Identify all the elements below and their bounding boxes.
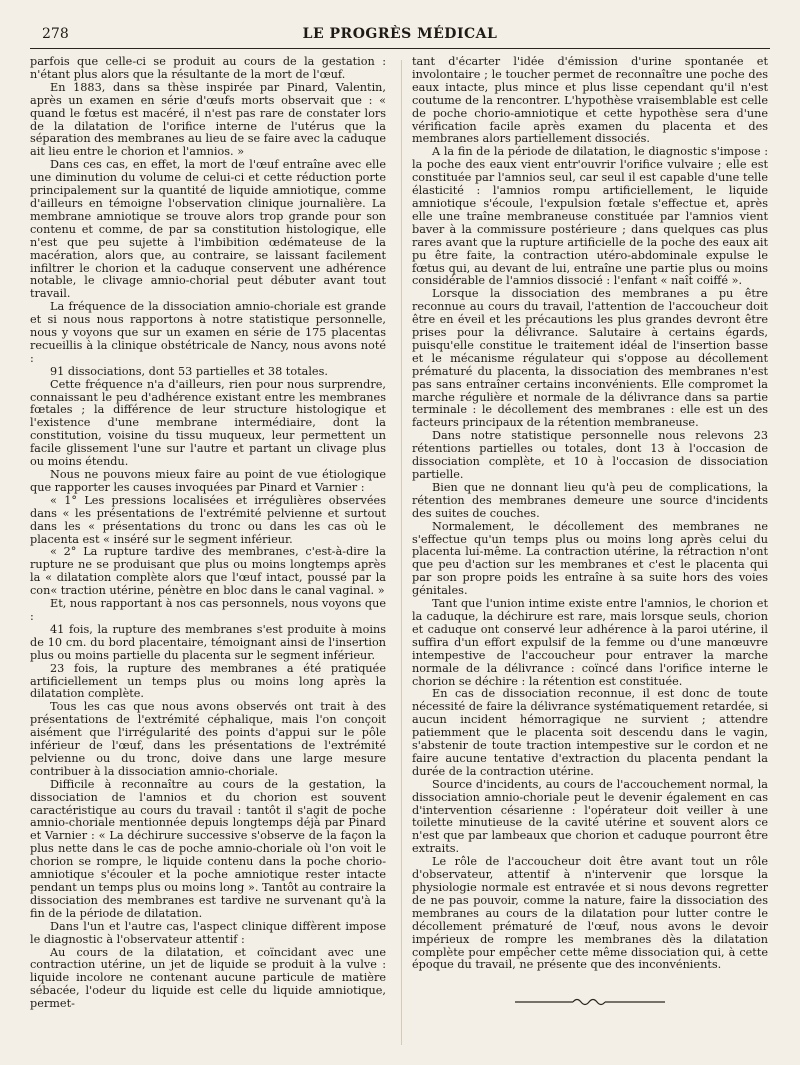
paragraph: Le rôle de l'accoucheur doit être avant tout un rôle d'observateur, attentif à n'intervenir que lorsque la physiologie normale est entravée et si nous devons regretter de ne pas pouvoir, comme la nature, faire la dissociation des membranes au cours de la dilatation pour lutter contre le décollement prématuré de l'œuf, nous avons le devoir impérieux de rompre les membranes dès la dilatation complète pour empêcher cette même dissociation qui, à cette époque du travail, ne présente que des inconvénients. <box>412 855 768 972</box>
quote-paragraph: « 1° Les pressions localisées et irrégulières observées dans « les présentations de l'extrémité pelvienne et surtout dans les « présentations du tronc ou dans les cas où le placenta est « inséré sur le segment inférieur. <box>30 493 386 546</box>
paragraph: Difficile à reconnaître au cours de la gestation, la dissociation de l'amnios et du chorion est souvent caractéristique au cours du travail : tantôt il s'agit de poche amnio-choriale mentionnée depuis longtemps déjà par Pinard et Varnier : « La déchirure successive s'observe de la façon la plus nette dans le cas de poche amnio-choriale où l'on voit le chorion se rompre, le liquide contenu dans la poche chorio-amniotique s'écouler et la poche amniotique rester intacte pendant un temps plus ou moins long ». Tantôt au contraire la dissociation des membranes est tardive ne survenant qu'à la fin de la période de dilatation. <box>30 777 386 920</box>
paragraph: Source d'incidents, au cours de l'accouchement normal, la dissociation amnio-choriale peut le devenir également en cas d'intervention césarienne : l'opérateur doit veiller à une toilette minutieuse de la cavité utérine et souvent alors ce n'est que par lambeaux que chorion et caduque pourront être extraits. <box>412 777 768 856</box>
paragraph: Tous les cas que nous avons observés ont trait à des présentations de l'extrémité céphalique, mais l'on conçoit aisément que l'irrégularité des points d'appui sur le pôle inférieur de l'œuf, dans les présentations de l'extrémité pelvienne ou du tronc, doive dans une large mesure contribuer à la dissociation amnio-choriale. <box>30 700 386 778</box>
paragraph: Nous ne pouvons mieux faire au point de vue étiologique que rapporter les causes invoquées par Pinard et Varnier : <box>30 468 386 494</box>
paragraph: La fréquence de la dissociation amnio-choriale est grande et si nous nous rapportons à notre statistique personnelle, nous y voyons que sur un examen en série de 175 placentas recueillis à la clinique obstétricale de Nancy, nous avons noté : <box>30 300 386 365</box>
paragraph: Lorsque la dissociation des membranes a pu être reconnue au cours du travail, l'attention de l'accoucheur doit être en éveil et les précautions les plus grandes devront être prises pour la délivrance. Salutaire à certains égards, puisqu'elle constitue le traitement idéal de l'insertion basse et le mécanisme régulateur qui s'oppose au décollement prématuré du placenta, la dissociation des membranes n'est pas sans entraîner certains inconvénients. Elle compromet la marche régulière et normale de la délivrance dans sa partie terminale : le décollement des membranes : elle est un des facteurs principaux de la rétention membraneuse. <box>412 287 768 430</box>
paragraph: 91 dissociations, dont 53 partielles et 38 totales. <box>50 364 328 378</box>
paragraph: Dans notre statistique personnelle nous relevons 23 rétentions partielles ou totales, dont 13 à l'occasion de dissociation complète, et 10 à l'occasion de dissociation partielle. <box>412 429 768 481</box>
paragraph: Et, nous rapportant à nos cas personnels, nous voyons que : <box>30 597 386 623</box>
header-rule <box>30 48 770 49</box>
paragraph: 41 fois, la rupture des membranes s'est produite à moins de 10 cm. du bord placentaire, témoignant ainsi de l'insertion plus ou moins partielle du placenta sur le segment inférieur. <box>30 622 386 662</box>
paragraph: parfois que celle-ci se produit au cours de la gestation : n'étant plus alors que la résultante de la mort de l'œuf. <box>30 56 386 81</box>
paragraph: En cas de dissociation reconnue, il est donc de toute nécessité de faire la délivrance systématiquement retardée, si aucun incident hémorragique ne survient ; attendre patiemment que le placenta soit descendu dans le vagin, s'abstenir de toute traction intempestive sur le cordon et ne faire aucune tentative d'extraction du placenta pendant la durée de la contraction utérine. <box>412 687 768 778</box>
paragraph: A la fin de la période de dilatation, le diagnostic s'impose : la poche des eaux vient entr'ouvrir l'orifice vulvaire ; elle est constituée par l'amnios seul, car seul il est capable d'une telle élasticité : l'amnios rompu artificiellement, le liquide amniotique s'écoule, l'expulsion fœtale s'effectue et, après elle une traîne membraneuse constituée par l'amnios vient baver à la commissure postérieure ; dans quelques cas plus rares avant que la rupture artificielle de la poche des eaux ait pu être faite, la contraction utéro-abdominale expulse le fœtus qui, au devant de lui, entraîne une partie plus ou moins considérable de l'amnios dissocié : l'enfant « naît coiffé ». <box>412 145 768 288</box>
paragraph: Bien que ne donnant lieu qu'à peu de complications, la rétention des membranes demeure une source d'incidents des suites de couches. <box>412 480 768 520</box>
journal-title: LE PROGRÈS MÉDICAL <box>302 26 498 42</box>
page-number: 278 <box>42 26 69 42</box>
paragraph: Normalement, le décollement des membranes ne s'effectue qu'un temps plus ou moins long après celui du placenta lui-même. La contraction utérine, la rétraction n'ont que peu d'action sur les membranes et c'est le placenta qui par son propre poids les entraîne à sa suite hors des voies génitales. <box>412 519 768 598</box>
paragraph: Dans ces cas, en effet, la mort de l'œuf entraîne avec elle une diminution du volume de celui-ci et cette réduction porte principalement sur la quantité de liquide amniotique, comme d'ailleurs en témoigne l'observation clinique journalière. La membrane amniotique se trouve alors trop grande pour son contenu et comme, de par sa constitution histologique, elle n'est que peu sujette à l'imbibition œdémateuse de la macération, alors que, au contraire, se laissant facilement infiltrer le chorion et la caduque conservent une adhérence notable, le clivage amnio-chorial peut débuter avant tout travail. <box>30 158 386 301</box>
paragraph: En 1883, dans sa thèse inspirée par Pinard, Valentin, après un examen en série d'œufs morts observait que : « quand le fœtus est macéré, il n'est pas rare de constater lors de la dilatation de l'orifice interne de l'utérus que la séparation des membranes au lieu de se faire avec la caduque ait lieu entre le chorion et l'amnios. » <box>30 80 386 159</box>
flourish-divider-icon <box>515 994 665 1010</box>
paragraph: Cette fréquence n'a d'ailleurs, rien pour nous surprendre, connaissant le peu d'adhérence existant entre les membranes fœtales ; la différence de leur structure histologique et l'existence d'une membrane intermédiaire, dont la constitution, voisine du tissu muqueux, leur permettent un facile glissement l'une sur l'autre et partant un clivage plus ou moins étendu. <box>30 377 386 469</box>
column-divider <box>401 60 402 1045</box>
left-column <box>30 56 386 1056</box>
paragraph: 23 fois, la rupture des membranes a été pratiquée artificiellement un temps plus ou moins long après la dilatation complète. <box>30 661 386 701</box>
paragraph: Dans l'un et l'autre cas, l'aspect clinique diffèrent impose le diagnostic à l'observateur attentif : <box>30 919 386 946</box>
right-column <box>412 56 768 1056</box>
paragraph: Tant que l'union intime existe entre l'amnios, le chorion et la caduque, la déchirure est rare, mais lorsque seuls, chorion et caduque ont conservé leur adhérence à la paroi utérine, il suffira d'un effort expulsif de la femme ou d'une manœuvre intempestive de l'accoucheur pour entraver la marche normale de la délivrance : coïncé dans l'orifice interne le chorion se déchire : la rétention est constituée. <box>412 597 768 688</box>
paragraph: Au cours de la dilatation, et coïncidant avec une contraction utérine, un jet de liquide se produit à la vulve : liquide incolore ne contenant aucune particule de matière sébacée, l'odeur du liquide est celle du liquide amniotique, permet- <box>30 945 386 1011</box>
paragraph: tant d'écarter l'idée d'émission d'urine spontanée et involontaire ; le toucher permet de reconnaître une poche des eaux intacte, plus mince et plus lisse cependant qu'il n'est coutume de la rencontrer. L'hypothèse vraisemblable est celle de poche chorio-amniotique et cette hypothèse sera d'une vérification facile après examen du placenta et des membranes alors partiellement dissociés. <box>412 56 768 146</box>
page-header <box>30 26 770 48</box>
quote-paragraph: « 2° La rupture tardive des membranes, c'est-à-dire la rupture ne se produisant que plus ou moins longtemps après la « dilatation complète alors que l'œuf intact, poussé par la con« traction utérine, pénètre en bloc dans le canal vaginal. » <box>30 545 386 598</box>
